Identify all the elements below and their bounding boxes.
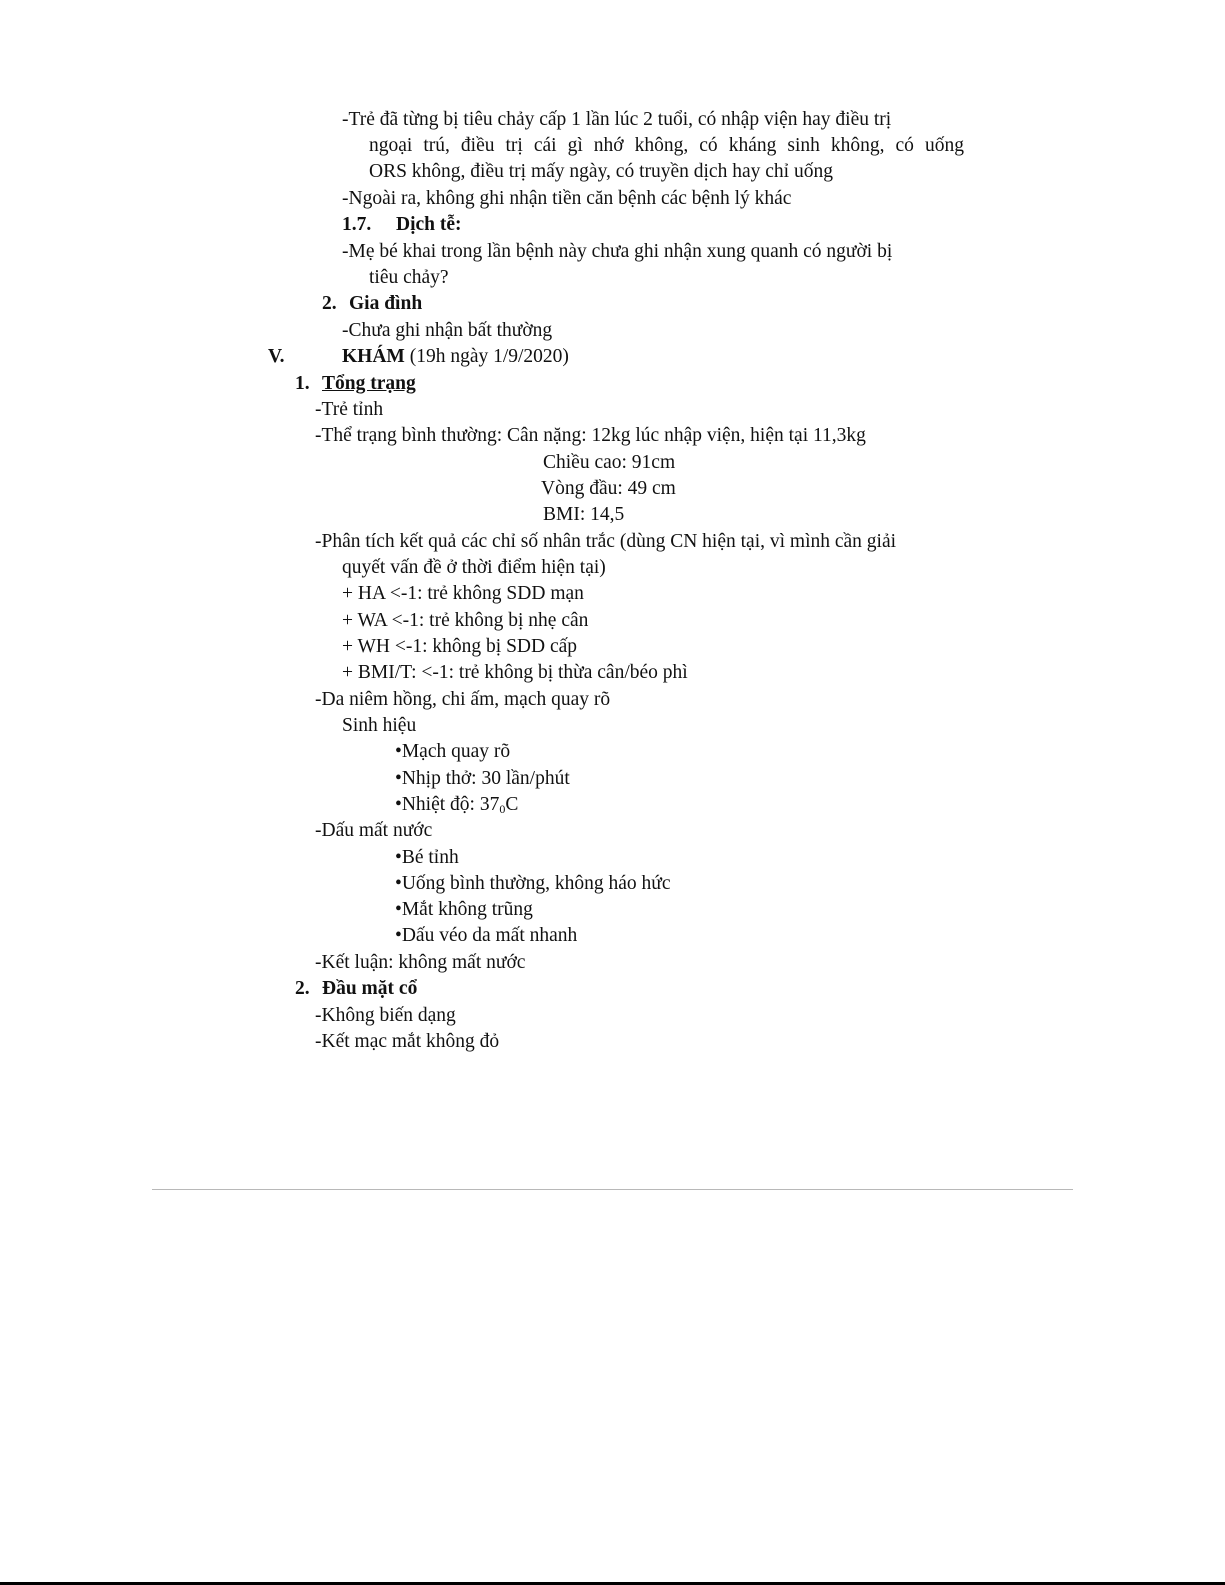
anthropometry-bmi-t: + BMI/T: <-1: trẻ không bị thừa cân/béo phì — [342, 662, 688, 683]
anthropometry-wa: + WA <-1: trẻ không bị nhẹ cân — [342, 610, 589, 631]
head-neck-number: 2. — [295, 978, 310, 999]
vitals-temperature-degree: 0 — [499, 802, 506, 816]
page-separator-line — [152, 1189, 1073, 1190]
vitals-temperature-unit: C — [505, 794, 519, 815]
epidemiology-text-line-1: -Mẹ bé khai trong lần bệnh này chưa ghi nhận xung quanh có người bị — [342, 241, 893, 262]
justified-word: gì — [567, 135, 583, 156]
justified-word: điều — [460, 135, 495, 156]
head-neck-item-1: -Không biến dạng — [315, 1005, 456, 1026]
general-number: 1. — [295, 373, 310, 394]
general-analysis-line-2: quyết vấn đề ở thời điểm hiện tại) — [342, 557, 606, 578]
general-heading: Tổng trạng — [322, 373, 416, 394]
justified-word: có — [699, 135, 718, 156]
history-diarrhea-line-1: -Trẻ đã từng bị tiêu chảy cấp 1 lần lúc 2 tuổi, có nhập viện hay điều trị — [342, 109, 892, 130]
vitals-respiration: •Nhịp thở: 30 lần/phút — [395, 768, 570, 789]
dehydration-sign-3: •Mắt không trũng — [395, 899, 533, 920]
justified-word: trị — [505, 135, 523, 156]
exam-heading — [342, 344, 569, 370]
justified-word: không, — [634, 135, 689, 156]
justified-word: sinh — [787, 135, 820, 156]
family-heading: Gia đình — [349, 293, 423, 314]
general-bmi: BMI: 14,5 — [543, 504, 625, 525]
justified-word: có — [895, 135, 914, 156]
exam-roman-numeral: V. — [268, 346, 285, 367]
vitals-pulse: •Mạch quay rõ — [395, 741, 511, 762]
dehydration-sign-1: •Bé tỉnh — [395, 847, 459, 868]
exam-time: (19h ngày 1/9/2020) — [409, 346, 569, 367]
head-neck-heading: Đầu mặt cổ — [322, 978, 418, 999]
history-other-line: -Ngoài ra, không ghi nhận tiền căn bệnh các bệnh lý khác — [342, 188, 792, 209]
epidemiology-heading: Dịch tễ: — [396, 214, 462, 235]
general-body-status: -Thể trạng bình thường: Cân nặng: 12kg lúc nhập viện, hiện tại 11,3kg — [315, 425, 866, 446]
anthropometry-ha: + HA <-1: trẻ không SDD mạn — [342, 583, 584, 604]
justified-word: uống — [924, 135, 964, 156]
anthropometry-wh: + WH <-1: không bị SDD cấp — [342, 636, 578, 657]
dehydration-conclusion: -Kết luận: không mất nước — [315, 952, 526, 973]
general-skin: -Da niêm hồng, chi ấm, mạch quay rõ — [315, 689, 611, 710]
general-analysis-line-1: -Phân tích kết quả các chỉ số nhân trắc (dùng CN hiện tại, vì mình cần giải — [315, 531, 897, 552]
justified-word: ngoại — [369, 135, 413, 156]
dehydration-heading: -Dấu mất nước — [315, 820, 433, 841]
general-head-circumference: Vòng đầu: 49 cm — [541, 478, 676, 499]
general-height: Chiều cao: 91cm — [543, 452, 676, 473]
family-text: -Chưa ghi nhận bất thường — [342, 320, 553, 341]
family-number: 2. — [322, 293, 337, 314]
exam-title: KHÁM — [342, 346, 405, 367]
dehydration-sign-2: •Uống bình thường, không háo hức — [395, 873, 671, 894]
vitals-temperature-value: •Nhiệt độ: 37 — [395, 794, 500, 815]
history-diarrhea-line-3: ORS không, điều trị mấy ngày, có truyền dịch hay chỉ uống — [369, 161, 833, 182]
justified-word: trú, — [423, 135, 450, 156]
history-diarrhea-line-2 — [369, 133, 964, 159]
justified-word: cái — [533, 135, 557, 156]
justified-word: nhớ — [593, 135, 624, 156]
justified-word: không, — [830, 135, 885, 156]
head-neck-item-2: -Kết mạc mắt không đỏ — [315, 1031, 500, 1052]
vitals-heading: Sinh hiệu — [342, 715, 417, 736]
justified-word: kháng — [728, 135, 777, 156]
general-alert: -Trẻ tỉnh — [315, 399, 384, 420]
epidemiology-number: 1.7. — [342, 214, 372, 235]
dehydration-sign-4: •Dấu véo da mất nhanh — [395, 925, 578, 946]
epidemiology-text-line-2: tiêu chảy? — [369, 267, 449, 288]
